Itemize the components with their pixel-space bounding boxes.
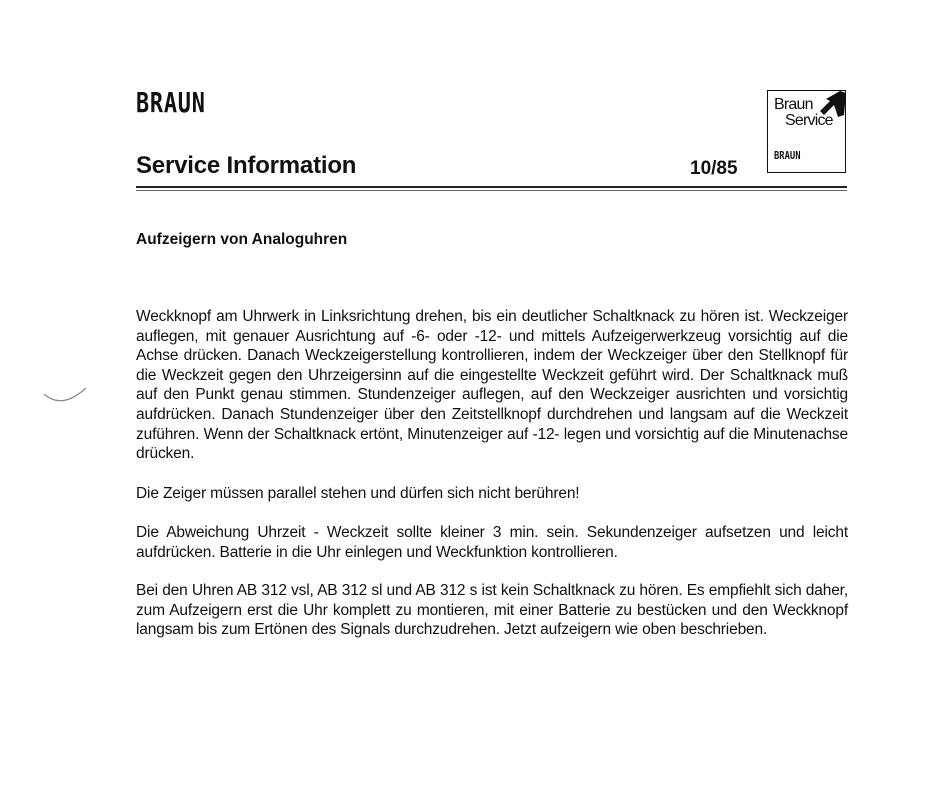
hole-punch-mark-icon	[40, 382, 90, 412]
badge-line-braun: Braun	[774, 96, 813, 113]
arrow-icon	[820, 89, 848, 119]
braun-logo: BRAUN	[136, 86, 206, 119]
paragraph-models-note: Bei den Uhren AB 312 vsl, AB 312 sl und AB 312 s ist kein Schaltknack zu hören. Es empfiehlt sich daher, zum Aufzeigern erst die Uhr komplett zu montieren, mit einer Batterie zu bestücken und den Weckknopf langsam bis zum Ertönen des Signals durchzudrehen. Jetzt aufzeigern wie oben beschrieben.	[136, 582, 848, 639]
section-heading: Aufzeigern von Analoguhren	[136, 231, 348, 248]
paragraph-hands-parallel: Die Zeiger müssen parallel stehen und dürfen sich nicht berühren!	[136, 485, 580, 502]
header-rule	[136, 186, 847, 188]
issue-number: 10/85	[690, 158, 738, 179]
header-rule-thin	[136, 190, 847, 191]
page-title: Service Information	[136, 152, 357, 179]
badge-line-service: Service	[785, 112, 833, 129]
paragraph-procedure: Weckknopf am Uhrwerk in Linksrichtung drehen, bis ein deutlicher Schaltknack zu hören ist. Weckzeiger auflegen, mit genauer Ausrichtung auf -6- oder -12- und mittels Aufzeigerwerkzeug vorsichtig auf die Achse drücken. Danach Weckzeigerstellung kontrollieren, indem der Weckzeiger über den Stellknopf für die Weckzeit gegen den Uhrzeigersinn auf die eingestellte Weckzeit geführt wird. Der Schaltknack muß auf den Punkt genau stimmen. Stundenzeiger auflegen, auf den Weckzeiger ausrichten und vorsichtig aufdrücken. Danach Stundenzeiger über den Zeitstellknopf durchdrehen und langsam auf die Weckzeit zuführen. Wenn der Schaltknack ertönt, Minutenzeiger auf -12- legen und vorsichtig auf die Minutenachse drücken.	[136, 308, 848, 463]
badge-brand-logo: BRAUN	[774, 149, 801, 162]
paragraph-deviation: Die Abweichung Uhrzeit - Weckzeit sollte kleiner 3 min. sein. Sekundenzeiger aufsetzen und leicht aufdrücken. Batterie in die Uhr einlegen und Weckfunktion kontrollieren.	[136, 524, 848, 561]
braun-service-badge	[767, 90, 846, 173]
